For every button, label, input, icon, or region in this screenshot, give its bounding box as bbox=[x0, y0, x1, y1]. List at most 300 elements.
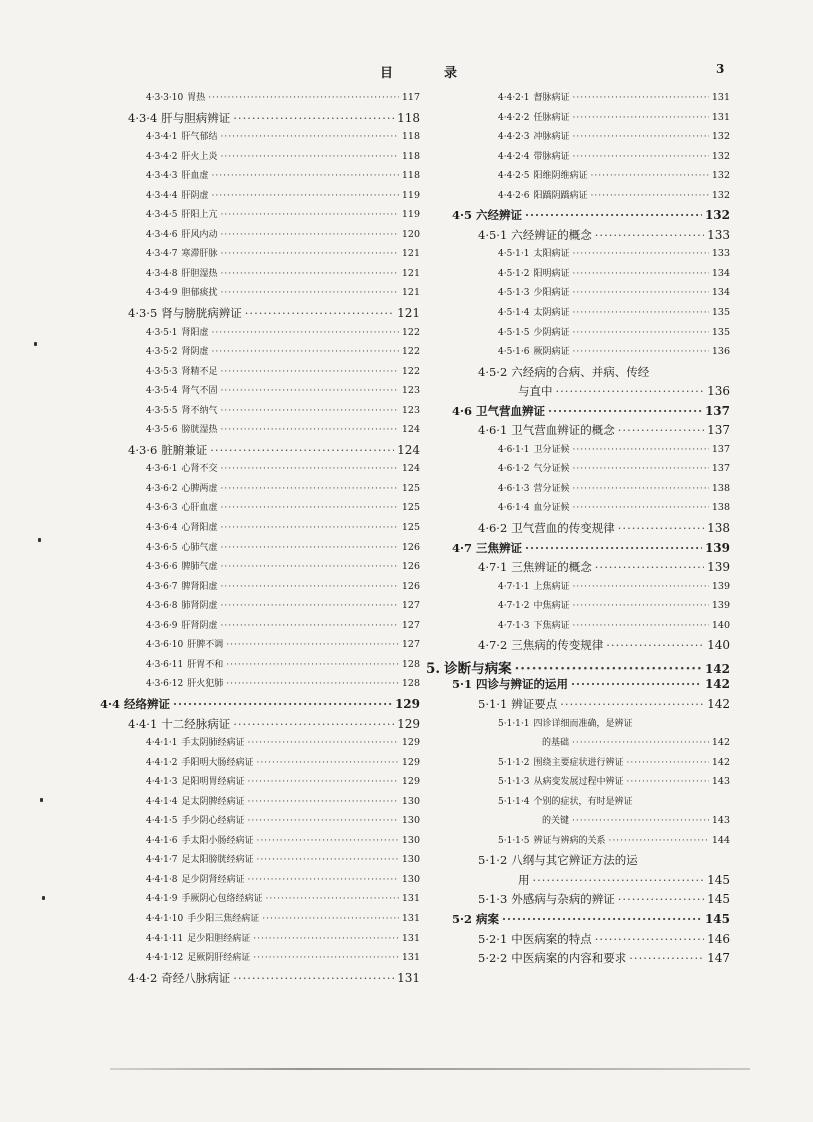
toc-entry-number: 4·4·1·8 bbox=[146, 874, 178, 885]
toc-entry-number: 5·2 bbox=[452, 911, 473, 926]
toc-leader-dots bbox=[233, 111, 394, 125]
toc-entry-title: 足少阴肾经病证 bbox=[181, 874, 245, 885]
toc-entry-page: 132 bbox=[711, 150, 730, 162]
toc-entry-page: 129 bbox=[401, 756, 420, 768]
toc-entry-page: 129 bbox=[401, 776, 420, 788]
toc-entry-page: 142 bbox=[704, 661, 730, 676]
toc-entry-title: 用 bbox=[518, 872, 530, 887]
toc-entry bbox=[100, 168, 420, 188]
toc-entry-title: 肝胆湿热 bbox=[181, 268, 218, 279]
toc-entry-title: 手太阴肺经病证 bbox=[181, 738, 245, 749]
toc-leader-dots bbox=[573, 328, 709, 338]
toc-entry-number: 4·4·1·12 bbox=[146, 953, 184, 964]
toc-entry-title: 心肺气虚 bbox=[181, 542, 218, 553]
toc-entry-page: 131 bbox=[401, 912, 420, 924]
toc-entry-number: 4·3·4·2 bbox=[146, 151, 178, 162]
toc-leader-dots bbox=[573, 132, 709, 142]
toc-entry-number: 4·4·1·7 bbox=[146, 855, 178, 866]
toc-entry bbox=[100, 598, 420, 618]
toc-entry bbox=[420, 598, 730, 618]
toc-entry-page: 129 bbox=[401, 737, 420, 749]
toc-leader-dots bbox=[221, 543, 399, 553]
toc-entry-title: 肝阴虚 bbox=[181, 190, 209, 201]
toc-entry-title: 手少阳三焦经病证 bbox=[187, 913, 260, 924]
toc-entry bbox=[100, 227, 420, 247]
toc-entry-number: 4·3·6·8 bbox=[146, 601, 178, 612]
toc-entry-title: 胆郁痰扰 bbox=[181, 288, 218, 299]
toc-entry bbox=[420, 344, 730, 364]
toc-entry-title: 任脉病证 bbox=[533, 112, 570, 123]
toc-entry-page: 137 bbox=[707, 423, 730, 438]
toc-entry-number: 4·3·5·2 bbox=[146, 347, 178, 358]
toc-leader-dots bbox=[248, 875, 399, 885]
toc-entry-title: 肝气郁结 bbox=[181, 132, 218, 143]
toc-entry bbox=[100, 266, 420, 286]
toc-leader-dots bbox=[591, 191, 709, 201]
toc-entry-page: 122 bbox=[401, 326, 420, 338]
toc-entry-page: 127 bbox=[401, 639, 420, 651]
toc-entry bbox=[100, 891, 420, 911]
toc-entry-number: 4·4·1·10 bbox=[146, 913, 184, 924]
toc-entry-title: 肾阴虚 bbox=[181, 347, 209, 358]
toc-leader-dots bbox=[221, 230, 399, 240]
toc-entry bbox=[100, 344, 420, 364]
toc-entry-number: 4·3·4·4 bbox=[146, 190, 178, 201]
toc-entry-title: 卫气营血辨证 bbox=[476, 403, 546, 418]
toc-entry bbox=[420, 852, 730, 872]
toc-entry-number: 4·5·2 bbox=[478, 364, 508, 379]
toc-entry-title: 辨证要点 bbox=[511, 696, 558, 711]
toc-entry bbox=[420, 305, 730, 325]
toc-entry bbox=[420, 442, 730, 462]
toc-leader-dots bbox=[221, 464, 399, 474]
toc-entry-number: 4·3·5·5 bbox=[146, 405, 178, 416]
toc-entry-title: 足太阳膀胱经病证 bbox=[181, 855, 254, 866]
toc-entry-title: 与直中 bbox=[518, 384, 553, 399]
toc-entry-number: 4·6·1·4 bbox=[498, 503, 530, 514]
toc-entry-page: 138 bbox=[707, 521, 730, 536]
toc-entry-title: 厥阴病证 bbox=[533, 347, 570, 358]
toc-entry-page: 145 bbox=[704, 911, 730, 926]
toc-entry-title: 中焦病证 bbox=[533, 601, 570, 612]
toc-entry bbox=[100, 285, 420, 305]
toc-leader-dots bbox=[595, 560, 704, 574]
toc-entry-number: 4·4·2 bbox=[128, 970, 158, 985]
toc-entry-page: 131 bbox=[401, 893, 420, 905]
toc-entry bbox=[420, 422, 730, 442]
toc-leader-dots bbox=[556, 384, 705, 398]
toc-entry bbox=[420, 188, 730, 208]
toc-entry-page: 121 bbox=[401, 287, 420, 299]
toc-leader-dots bbox=[221, 582, 399, 592]
toc-entry-page: 132 bbox=[711, 189, 730, 201]
toc-entry bbox=[420, 931, 730, 951]
toc-entry-number: 4·6·1·3 bbox=[498, 483, 530, 494]
toc-entry-title: 中医病案的特点 bbox=[511, 931, 592, 946]
toc-entry-page: 143 bbox=[711, 815, 730, 827]
toc-entry bbox=[420, 891, 730, 911]
toc-entry-title: 卫气营血辨证的概念 bbox=[511, 423, 615, 438]
toc-entry bbox=[420, 110, 730, 130]
toc-entry-title: 肝风内动 bbox=[181, 229, 218, 240]
toc-entry bbox=[100, 559, 420, 579]
toc-leader-dots bbox=[627, 777, 709, 787]
toc-entry-title: 的关键 bbox=[542, 816, 570, 827]
toc-leader-dots bbox=[221, 484, 399, 494]
toc-entry bbox=[100, 911, 420, 931]
toc-leader-dots bbox=[573, 347, 709, 357]
toc-entry-page: 134 bbox=[711, 287, 730, 299]
toc-entry-page: 118 bbox=[401, 150, 420, 162]
toc-entry-title: 六经辨证 bbox=[476, 208, 523, 223]
toc-leader-dots bbox=[525, 208, 702, 222]
toc-entry-number: 5·1·1·2 bbox=[498, 757, 530, 768]
toc-leader-dots bbox=[248, 797, 399, 807]
toc-entry-number: 4·3·6 bbox=[128, 442, 158, 457]
toc-entry-number: 4·4·1·1 bbox=[146, 738, 178, 749]
toc-entry-title: 肝肾阴虚 bbox=[181, 620, 218, 631]
toc-entry-title: 足厥阴肝经病证 bbox=[187, 953, 251, 964]
toc-leader-dots bbox=[515, 661, 702, 677]
toc-entry-title: 中医病案的内容和要求 bbox=[511, 951, 627, 966]
toc-leader-dots bbox=[221, 406, 399, 416]
toc-entry-number: 4·6·1·2 bbox=[498, 464, 530, 475]
toc-entry bbox=[420, 950, 730, 970]
toc-entry bbox=[420, 833, 730, 853]
toc-entry-number: 4·4·1·3 bbox=[146, 777, 178, 788]
toc-entry-page: 137 bbox=[711, 443, 730, 455]
toc-entry-page: 130 bbox=[401, 795, 420, 807]
toc-leader-dots bbox=[248, 816, 399, 826]
toc-leader-dots bbox=[208, 93, 399, 103]
toc-entry bbox=[420, 90, 730, 110]
toc-entry-title: 带脉病证 bbox=[533, 151, 570, 162]
toc-entry-number: 4·6·1·1 bbox=[498, 444, 530, 455]
toc-entry-title: 督脉病证 bbox=[533, 93, 570, 103]
toc-entry-title: 三焦病的传变规律 bbox=[511, 638, 604, 653]
toc-entry bbox=[420, 540, 730, 560]
toc-entry bbox=[100, 383, 420, 403]
toc-entry bbox=[100, 676, 420, 696]
toc-entry-page: 132 bbox=[704, 208, 730, 223]
toc-leader-dots bbox=[573, 113, 709, 123]
toc-entry-title: 手阳明大肠经病证 bbox=[181, 757, 254, 768]
toc-entry-page: 136 bbox=[707, 384, 730, 399]
toc-entry bbox=[420, 520, 730, 540]
toc-leader-dots bbox=[221, 367, 399, 377]
toc-entry bbox=[100, 716, 420, 736]
toc-entry-page: 129 bbox=[397, 716, 420, 731]
toc-entry-number: 4·3·5·4 bbox=[146, 386, 178, 397]
toc-leader-dots bbox=[573, 464, 709, 474]
toc-entry-title: 六经病的合病、并病、传经 bbox=[511, 364, 650, 379]
toc-entry-number: 4·7·1·1 bbox=[498, 581, 530, 592]
toc-entry-page: 127 bbox=[401, 619, 420, 631]
toc-entry-page: 130 bbox=[401, 873, 420, 885]
toc-entry bbox=[100, 110, 420, 130]
toc-entry-number: 4·4·2·3 bbox=[498, 132, 530, 143]
toc-entry-page: 138 bbox=[711, 482, 730, 494]
toc-entry-title: 太阳病证 bbox=[533, 249, 570, 260]
toc-entry bbox=[420, 813, 730, 833]
toc-entry-page: 135 bbox=[711, 307, 730, 319]
toc-leader-dots bbox=[609, 836, 709, 846]
toc-entry-title: 六经辨证的概念 bbox=[511, 227, 592, 242]
toc-entry-page: 144 bbox=[711, 834, 730, 846]
toc-entry-title: 足阳明胃经病证 bbox=[181, 777, 245, 788]
toc-entry-number: 4·3·4 bbox=[128, 110, 158, 125]
toc-entry-number: 4·3·4·7 bbox=[146, 249, 178, 260]
toc-entry bbox=[100, 970, 420, 990]
toc-entry-title: 足太阴脾经病证 bbox=[181, 796, 245, 807]
toc-leader-dots bbox=[618, 423, 704, 437]
toc-entry-number: 4·4·1·5 bbox=[146, 816, 178, 827]
toc-entry-number: 5·2·2 bbox=[478, 951, 508, 966]
page-number: 3 bbox=[716, 62, 725, 76]
toc-leader-dots bbox=[212, 191, 399, 201]
toc-entry bbox=[420, 716, 730, 736]
toc-entry-number: 4·4·1·4 bbox=[146, 796, 178, 807]
toc-leader-dots bbox=[595, 932, 704, 946]
toc-entry-number: 4·3·5 bbox=[128, 306, 158, 321]
toc-entry bbox=[420, 383, 730, 403]
toc-entry-title: 寒滞肝脉 bbox=[181, 249, 218, 260]
toc-entry-number: 4·3·6·3 bbox=[146, 503, 178, 514]
toc-entry bbox=[100, 500, 420, 520]
toc-entry-page: 126 bbox=[401, 561, 420, 573]
toc-entry bbox=[100, 872, 420, 892]
toc-entry-page: 131 bbox=[401, 932, 420, 944]
toc-entry-page: 147 bbox=[707, 951, 730, 966]
toc-entry-title: 肝火上炎 bbox=[181, 151, 218, 162]
toc-entry-number: 4·4·1·9 bbox=[146, 894, 178, 905]
toc-entry-title: 肝阳上亢 bbox=[181, 210, 218, 221]
toc-entry-number: 4·3·4·8 bbox=[146, 268, 178, 279]
toc-entry-title: 十二经脉病证 bbox=[161, 716, 231, 731]
toc-leader-dots bbox=[573, 621, 709, 631]
toc-entry-page: 120 bbox=[401, 228, 420, 240]
toc-entry bbox=[420, 637, 730, 657]
toc-entry-page: 137 bbox=[704, 403, 730, 418]
toc-entry-page: 139 bbox=[707, 560, 730, 575]
toc-leader-dots bbox=[533, 873, 705, 887]
toc-leader-dots bbox=[573, 249, 709, 259]
toc-entry bbox=[420, 657, 730, 677]
toc-entry-title: 八纲与其它辨证方法的运 bbox=[511, 853, 638, 868]
toc-entry-number: 5·1·1 bbox=[478, 696, 508, 711]
toc-entry-title: 从病变发展过程中辨证 bbox=[533, 777, 624, 788]
toc-entry-page: 121 bbox=[397, 306, 420, 321]
toc-entry-number: 4·3·6·4 bbox=[146, 523, 178, 534]
toc-leader-dots bbox=[221, 601, 399, 611]
toc-entry-number: 5·1·1·3 bbox=[498, 777, 530, 788]
toc-entry-page: 117 bbox=[401, 92, 420, 103]
toc-entry bbox=[420, 911, 730, 931]
toc-entry bbox=[100, 364, 420, 384]
toc-entry-page: 122 bbox=[401, 365, 420, 377]
toc-entry-page: 127 bbox=[401, 600, 420, 612]
toc-entry-number: 4·5·1·1 bbox=[498, 249, 530, 260]
toc-leader-dots bbox=[212, 171, 399, 181]
toc-entry-page: 121 bbox=[401, 248, 420, 260]
toc-entry-title: 下焦病证 bbox=[533, 620, 570, 631]
toc-entry-number: 4·4·2·6 bbox=[498, 190, 530, 201]
toc-entry-page: 140 bbox=[707, 638, 730, 653]
toc-entry bbox=[100, 188, 420, 208]
toc-entry-title: 肝脾不调 bbox=[187, 640, 224, 651]
toc-entry bbox=[420, 403, 730, 423]
toc-entry-page: 124 bbox=[397, 442, 420, 457]
toc-entry-number: 4·6·1 bbox=[478, 423, 508, 438]
toc-entry bbox=[100, 618, 420, 638]
toc-leader-dots bbox=[573, 269, 709, 279]
toc-entry-title: 心肝血虚 bbox=[181, 503, 218, 514]
toc-entry-title: 上焦病证 bbox=[533, 581, 570, 592]
toc-entry-number: 4·5·1 bbox=[478, 227, 508, 242]
toc-leader-dots bbox=[573, 152, 709, 162]
toc-entry-page: 128 bbox=[401, 678, 420, 690]
toc-entry-page: 128 bbox=[401, 658, 420, 670]
toc-entry-title: 心脾两虚 bbox=[181, 483, 218, 494]
toc-entry bbox=[100, 950, 420, 970]
toc-leader-dots bbox=[573, 503, 709, 513]
toc-entry bbox=[100, 520, 420, 540]
toc-leader-dots bbox=[221, 562, 399, 572]
toc-entry-number: 4·4·1 bbox=[128, 716, 158, 731]
header-title-mu: 目 bbox=[380, 66, 396, 81]
toc-entry-title: 手少阴心经病证 bbox=[181, 816, 245, 827]
toc-leader-dots bbox=[606, 638, 704, 652]
toc-entry-number: 5·1·1·1 bbox=[498, 718, 530, 729]
toc-leader-dots bbox=[572, 816, 709, 826]
toc-leader-dots bbox=[210, 443, 394, 457]
toc-entry-title: 手太阳小肠经病证 bbox=[181, 835, 254, 846]
toc-leader-dots bbox=[253, 953, 399, 963]
toc-entry-page: 131 bbox=[711, 92, 730, 103]
toc-entry bbox=[420, 149, 730, 169]
toc-leader-dots bbox=[221, 249, 399, 259]
toc-entry-page: 130 bbox=[401, 815, 420, 827]
header-title-lu: 录 bbox=[444, 66, 458, 81]
toc-entry-number: 4·4·2·1 bbox=[498, 93, 530, 103]
toc-entry-title: 营分证候 bbox=[533, 483, 570, 494]
toc-leader-dots bbox=[233, 717, 394, 731]
toc-entry-title: 经络辨证 bbox=[124, 696, 171, 711]
toc-entry-page: 142 bbox=[707, 696, 730, 711]
toc-entry-page: 122 bbox=[401, 346, 420, 358]
toc-entry bbox=[100, 540, 420, 560]
toc-entry-number: 4·3·6·7 bbox=[146, 581, 178, 592]
toc-entry bbox=[100, 442, 420, 462]
toc-entry-title: 阳蹻阴蹻病证 bbox=[533, 190, 588, 201]
toc-entry bbox=[100, 90, 420, 110]
toc-entry bbox=[100, 794, 420, 814]
toc-entry-title: 肝火犯肺 bbox=[187, 679, 224, 690]
toc-entry-page: 138 bbox=[711, 502, 730, 514]
toc-entry bbox=[100, 207, 420, 227]
toc-entry-title: 脾肺气虚 bbox=[181, 562, 218, 573]
scan-speck bbox=[40, 798, 43, 802]
page-header bbox=[0, 62, 813, 82]
toc-leader-dots bbox=[226, 679, 399, 689]
toc-entry-number: 4·5·1·5 bbox=[498, 327, 530, 338]
toc-entry-page: 134 bbox=[711, 267, 730, 279]
toc-entry bbox=[420, 696, 730, 716]
toc-entry-title: 气分证候 bbox=[533, 464, 570, 475]
toc-entry-title: 的基础 bbox=[542, 738, 570, 749]
toc-entry-title: 三焦辨证 bbox=[476, 540, 523, 555]
toc-entry-number: 4·3·6·9 bbox=[146, 620, 178, 631]
toc-entry bbox=[420, 676, 730, 696]
toc-entry-number: 4·3·6·11 bbox=[146, 659, 184, 670]
toc-entry-title: 冲脉病证 bbox=[533, 132, 570, 143]
toc-entry-title: 少阳病证 bbox=[533, 288, 570, 299]
toc-entry-title: 肺肾阴虚 bbox=[181, 601, 218, 612]
toc-entry-title: 肝血虚 bbox=[181, 171, 209, 182]
toc-leader-dots bbox=[595, 228, 704, 242]
toc-entry bbox=[420, 735, 730, 755]
toc-entry-page: 145 bbox=[707, 872, 730, 887]
toc-leader-dots bbox=[573, 288, 709, 298]
toc-entry-title: 肾与膀胱病辨证 bbox=[161, 306, 242, 321]
toc-entry bbox=[420, 794, 730, 814]
toc-entry-title: 血分证候 bbox=[533, 503, 570, 514]
toc-entry-page: 132 bbox=[711, 131, 730, 143]
toc-entry bbox=[420, 461, 730, 481]
toc-entry bbox=[420, 481, 730, 501]
toc-entry-number: 5·1·1·4 bbox=[498, 796, 530, 807]
toc-entry-number: 4·5 bbox=[452, 208, 473, 223]
toc-entry-title: 诊断与病案 bbox=[444, 660, 512, 677]
toc-leader-dots bbox=[548, 404, 702, 418]
toc-entry-title: 三焦辨证的概念 bbox=[511, 560, 592, 575]
toc-entry-number: 4·4·1·2 bbox=[146, 757, 178, 768]
toc-leader-dots bbox=[212, 347, 399, 357]
toc-entry bbox=[100, 931, 420, 951]
toc-entry-page: 126 bbox=[401, 580, 420, 592]
scan-speck bbox=[42, 896, 45, 900]
toc-entry-page: 142 bbox=[704, 677, 730, 692]
toc-entry-page: 142 bbox=[711, 756, 730, 768]
toc-entry-page: 143 bbox=[711, 776, 730, 788]
toc-entry-number: 4·7 bbox=[452, 540, 473, 555]
toc-leader-dots bbox=[573, 484, 709, 494]
toc-entry bbox=[100, 129, 420, 149]
toc-entry-page: 137 bbox=[711, 463, 730, 475]
toc-leader-dots bbox=[591, 171, 709, 181]
toc-entry-page: 130 bbox=[401, 854, 420, 866]
toc-entry-title: 肾精不足 bbox=[181, 366, 218, 377]
toc-entry-page: 140 bbox=[711, 619, 730, 631]
toc-leader-dots bbox=[245, 306, 394, 320]
toc-leader-dots bbox=[221, 152, 399, 162]
toc-entry bbox=[420, 227, 730, 247]
toc-entry bbox=[100, 149, 420, 169]
toc-entry-title: 肾气不固 bbox=[181, 386, 218, 397]
toc-leader-dots bbox=[226, 640, 399, 650]
toc-entry bbox=[420, 129, 730, 149]
toc-entry-page: 130 bbox=[401, 834, 420, 846]
toc-entry-page: 145 bbox=[707, 892, 730, 907]
toc-entry-page: 133 bbox=[707, 227, 730, 242]
toc-entry-title: 胃热 bbox=[187, 93, 206, 103]
toc-entry-page: 121 bbox=[401, 267, 420, 279]
toc-entry-page: 139 bbox=[704, 540, 730, 555]
toc-entry-title: 围绕主要症状进行辨证 bbox=[533, 757, 624, 768]
toc-entry-number: 4·7·1·2 bbox=[498, 601, 530, 612]
toc-entry-number: 4·3·4·5 bbox=[146, 210, 178, 221]
toc-entry-number: 4·7·1·3 bbox=[498, 620, 530, 631]
